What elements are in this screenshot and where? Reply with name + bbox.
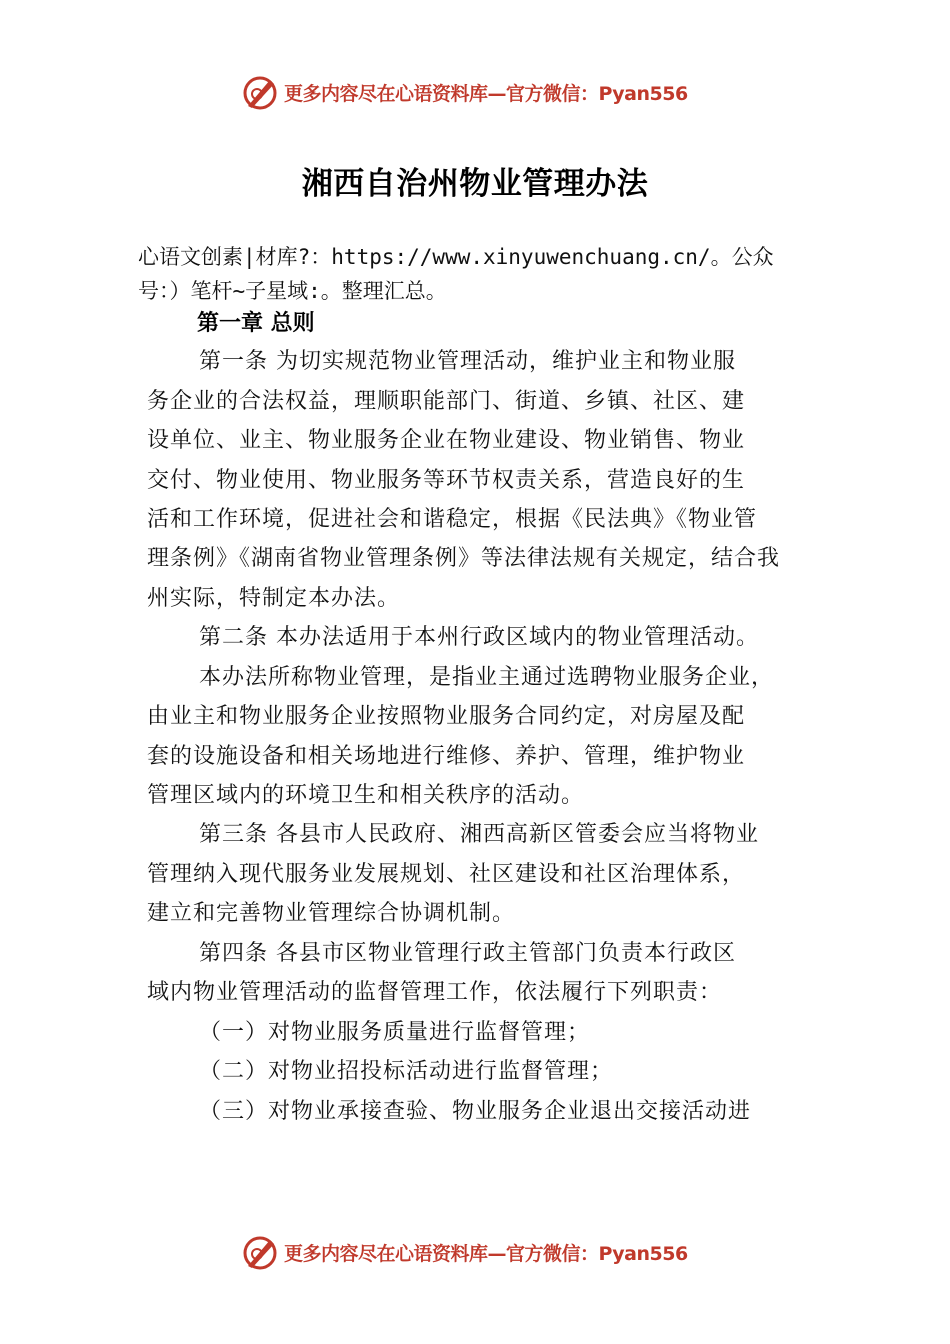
body-line: 本办法所称物业管理，是指业主通过选聘物业服务企业，: [199, 665, 775, 690]
body-line: 第四条 各县市区物业管理行政主管部门负责本行政区: [199, 941, 736, 966]
chapter-heading: 第一章 总则: [197, 311, 315, 336]
document-title: 湘西自治州物业管理办法: [301, 166, 649, 202]
body-line: 域内物业管理活动的监督管理工作，依法履行下列职责：: [147, 980, 723, 1005]
body-line: 务企业的合法权益，理顺职能部门、街道、乡镇、社区、建: [147, 389, 746, 414]
source-note-line: 心语文创素|材库?：https://www.xinyuwenchuang.cn/。公众: [138, 245, 774, 269]
body-line: 由业主和物业服务企业按照物业服务合同约定，对房屋及配: [147, 704, 746, 729]
body-line: （一）对物业服务质量进行监督管理；: [199, 1020, 591, 1045]
body-line: （三）对物业承接查验、物业服务企业退出交接活动进: [199, 1099, 752, 1124]
body-line: 第二条 本办法适用于本州行政区域内的物业管理活动。: [199, 625, 759, 650]
body-line: 管理纳入现代服务业发展规划、社区建设和社区治理体系，: [147, 862, 746, 887]
body-line: 交付、物业使用、物业服务等环节权责关系，营造良好的生: [147, 468, 746, 493]
body-line: （二）对物业招投标活动进行监督管理；: [199, 1059, 614, 1084]
body-line: 活和工作环境，促进社会和谐稳定，根据《民法典》《物业管: [147, 507, 758, 532]
body-line: 第三条 各县市人民政府、湘西高新区管委会应当将物业: [199, 822, 759, 847]
watermark-banner-bottom: [240, 1232, 688, 1272]
watermark-banner-top: [240, 72, 688, 112]
body-line: 第一条 为切实规范物业管理活动，维护业主和物业服: [199, 349, 736, 374]
body-line: 州实际，特制定本办法。: [147, 586, 401, 611]
pen-logo-icon: [240, 1232, 280, 1272]
body-line: 管理区域内的环境卫生和相关秩序的活动。: [147, 783, 585, 808]
source-note-line: 号：）笔杆~子星域:。整理汇总。: [138, 279, 447, 303]
watermark-text: 更多内容尽在心语资料库—官方微信：Pyan556: [284, 1242, 688, 1265]
body-line: 设单位、业主、物业服务企业在物业建设、物业销售、物业: [147, 428, 746, 453]
body-line: 建立和完善物业管理综合协调机制。: [147, 901, 516, 926]
watermark-text: 更多内容尽在心语资料库—官方微信：Pyan556: [284, 82, 688, 105]
body-line: 套的设施设备和相关场地进行维修、养护、管理，维护物业: [147, 744, 746, 769]
pen-logo-icon: [240, 72, 280, 112]
body-line: 理条例》《湖南省物业管理条例》等法律法规有关规定，结合我: [147, 546, 781, 571]
